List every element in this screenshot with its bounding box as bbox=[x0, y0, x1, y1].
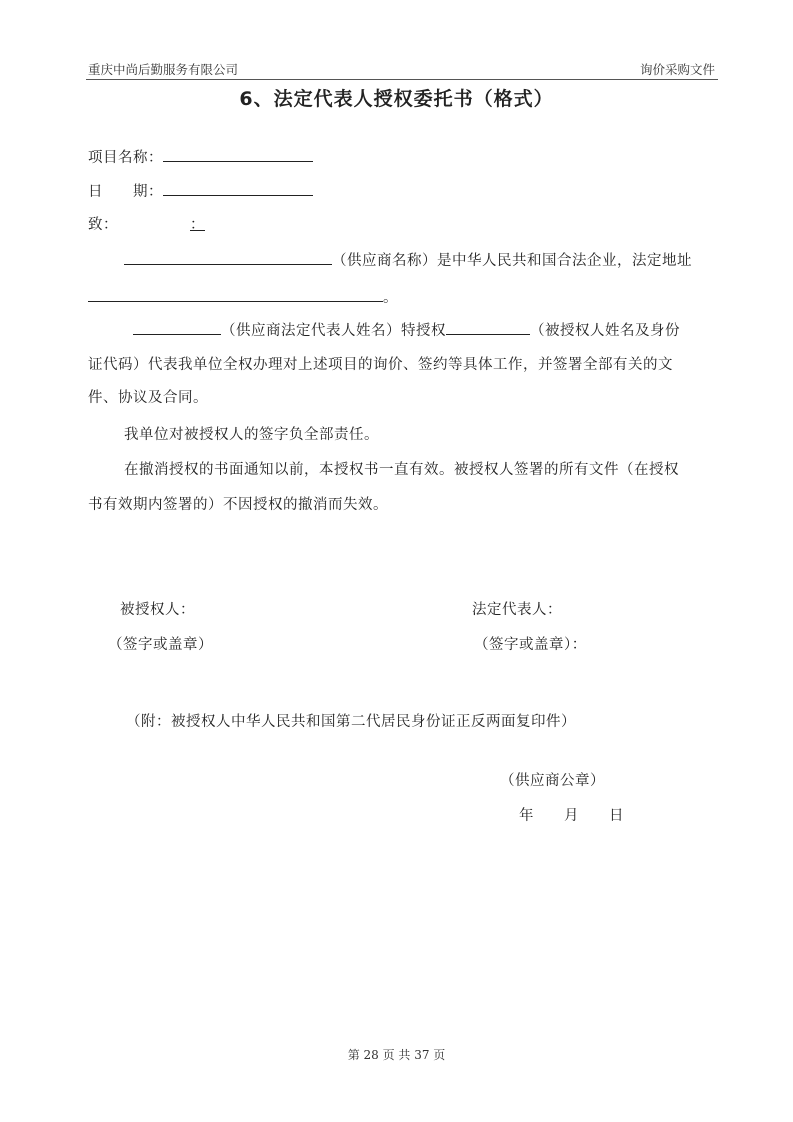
to-value: ： bbox=[190, 217, 205, 233]
legal-rep-note: （签字或盖章）： bbox=[474, 637, 587, 653]
paragraph-2-text-a: （供应商法定代表人姓名）特授权 bbox=[221, 323, 446, 339]
header-doc-type: 询价采购文件 bbox=[639, 62, 715, 77]
paragraph-2-line-1 bbox=[133, 319, 680, 341]
paragraph-4-line-2: 书有效期内签署的）不因授权的撤消而失效。 bbox=[88, 497, 388, 513]
date-blank bbox=[163, 180, 313, 196]
supplier-name-blank bbox=[124, 249, 332, 265]
paragraph-2-line-2: 证代码）代表我单位全权办理对上述项目的询价、签约等具体工作，并签署全部有关的文 bbox=[88, 357, 673, 373]
address-blank bbox=[88, 286, 383, 302]
page-title: 6、法定代表人授权委托书（格式） bbox=[239, 88, 554, 110]
paragraph-1-text: （供应商名称）是中华人民共和国合法企业，法定地址 bbox=[332, 253, 692, 269]
date-label: 日 期： bbox=[88, 184, 163, 200]
authorized-person-note: （签字或盖章） bbox=[108, 637, 213, 653]
authorized-person-label: 被授权人： bbox=[120, 602, 195, 618]
legal-rep-name-blank bbox=[133, 319, 221, 335]
legal-rep-label: 法定代表人： bbox=[472, 602, 562, 618]
paragraph-4-line-1: 在撤消授权的书面通知以前，本授权书一直有效。被授权人签署的所有文件（在授权 bbox=[124, 462, 679, 478]
date-row bbox=[88, 180, 313, 202]
supplier-seal-label: （供应商公章） bbox=[500, 773, 605, 789]
paragraph-2-line-3: 件、协议及合同。 bbox=[88, 390, 208, 406]
paragraph-2-text-b: （被授权人姓名及身份 bbox=[530, 323, 680, 339]
authorized-name-blank bbox=[446, 319, 530, 335]
paragraph-1-line-2 bbox=[88, 286, 398, 308]
header-divider bbox=[86, 79, 718, 80]
paragraph-1-end: 。 bbox=[383, 290, 398, 306]
project-name-label: 项目名称： bbox=[88, 150, 163, 166]
paragraph-1-line-1 bbox=[124, 249, 692, 271]
header-company: 重庆中尚后勤服务有限公司 bbox=[88, 62, 239, 77]
to-label: 致： bbox=[88, 217, 118, 233]
page-number: 第 28 页 共 37 页 bbox=[347, 1048, 446, 1062]
paragraph-3: 我单位对被授权人的签字负全部责任。 bbox=[124, 427, 379, 443]
project-name-blank bbox=[163, 146, 313, 162]
project-name-row bbox=[88, 146, 313, 168]
attachment-note: （附：被授权人中华人民共和国第二代居民身份证正反两面复印件） bbox=[126, 714, 576, 730]
seal-date-line: 年 月 日 bbox=[519, 808, 624, 824]
